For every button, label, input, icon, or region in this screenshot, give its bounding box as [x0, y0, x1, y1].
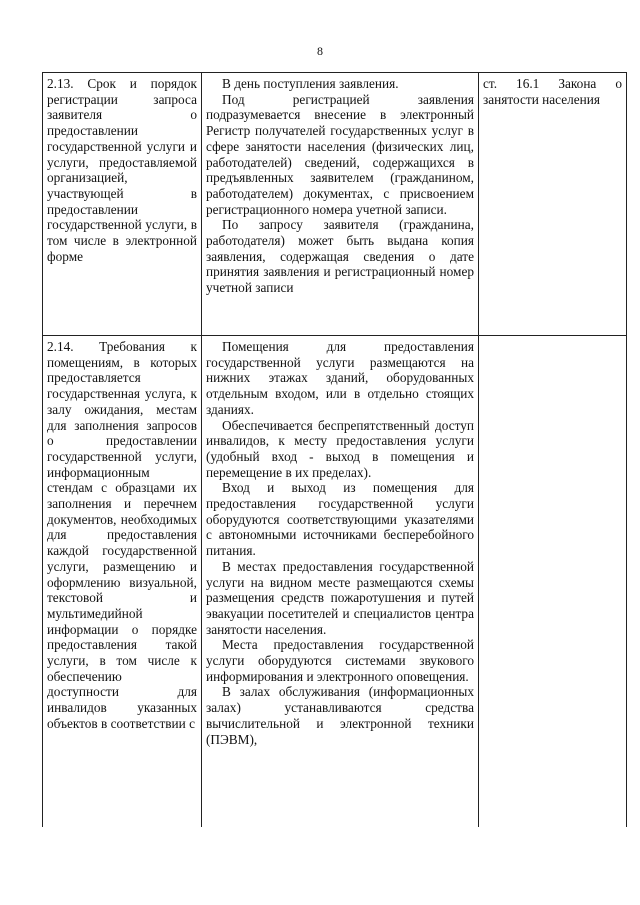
content-cell	[202, 336, 479, 828]
section-text: 2.13. Срок и порядок регистрации запроса заявителя о предоставлении государственной услуги и услуги, предоставляемой организацией, участвующей в предоставлении государственной услуги, в том числе в электронной форме	[47, 76, 197, 264]
page-number: 8	[317, 44, 323, 58]
content-paragraph: Под регистрацией заявления подразумевается внесение в электронный Регистр получателей государственных услуг в сфере занятости населения (физических лиц, работодателей) сведений, содержащихся в предъявленных заявителем (гражданином, работодателем) документах, с присвоением регистрационного номера учетной записи.	[206, 91, 474, 217]
content-paragraph: Места предоставления государственной услуги оборудуются системами звукового информирования и электронного оповещения.	[206, 637, 474, 684]
content-paragraph: В местах предоставления государственной услуги на видном месте размещаются схемы размещения средств пожаротушения и путей эвакуации посетителей и специалистов центра занятости населения.	[206, 558, 474, 637]
reference-cell	[479, 336, 627, 828]
content-paragraph: Вход и выход из помещения для предоставления государственной услуги оборудуются соответствующими указателями с автономными источниками бесперебойного питания.	[206, 480, 474, 559]
legal-reference: ст. 16.1 Закона о занятости населения	[483, 76, 622, 107]
regulation-table	[42, 72, 627, 827]
table-row	[43, 336, 627, 828]
content-paragraph: Обеспечивается беспрепятственный доступ инвалидов, к месту предоставления услуги (удобный вход - выход в помещения и перемещение в их пределах).	[206, 417, 474, 480]
content-paragraph: По запросу заявителя (гражданина, работодателя) может быть выдана копия заявления, содержащая сведения о дате принятия заявления и регистрационный номер учетной записи	[206, 217, 474, 296]
table-row	[43, 73, 627, 336]
reference-cell	[479, 73, 627, 336]
content-paragraph: Помещения для предоставления государственной услуги размещаются на нижних этажах зданий, оборудованных отдельным входом, или в отдельно стоящих зданиях.	[206, 339, 474, 417]
content-paragraph: В день поступления заявления.	[222, 76, 399, 91]
section-text: 2.14. Требования к помещениям, в которых предоставляется государственная услуга, к залу ожидания, местам для заполнения запросов о предоставлении государственной услуги, информационным стендам с образцами их заполнения и перечнем документов, необходимых для предоставления каждой государственной услуги, размещению и оформлению визуальной, текстовой и мультимедийной информации о порядке предоставления такой услуги, в том числе к обеспечению доступности для инвалидов указанных объектов в соответствии с	[47, 339, 197, 731]
section-cell	[43, 73, 202, 336]
content-paragraph: В залах обслуживания (информационных залах) устанавливаются средства вычислительной и электронной техники (ПЭВМ),	[206, 684, 474, 747]
section-cell	[43, 336, 202, 828]
content-cell	[202, 73, 479, 336]
